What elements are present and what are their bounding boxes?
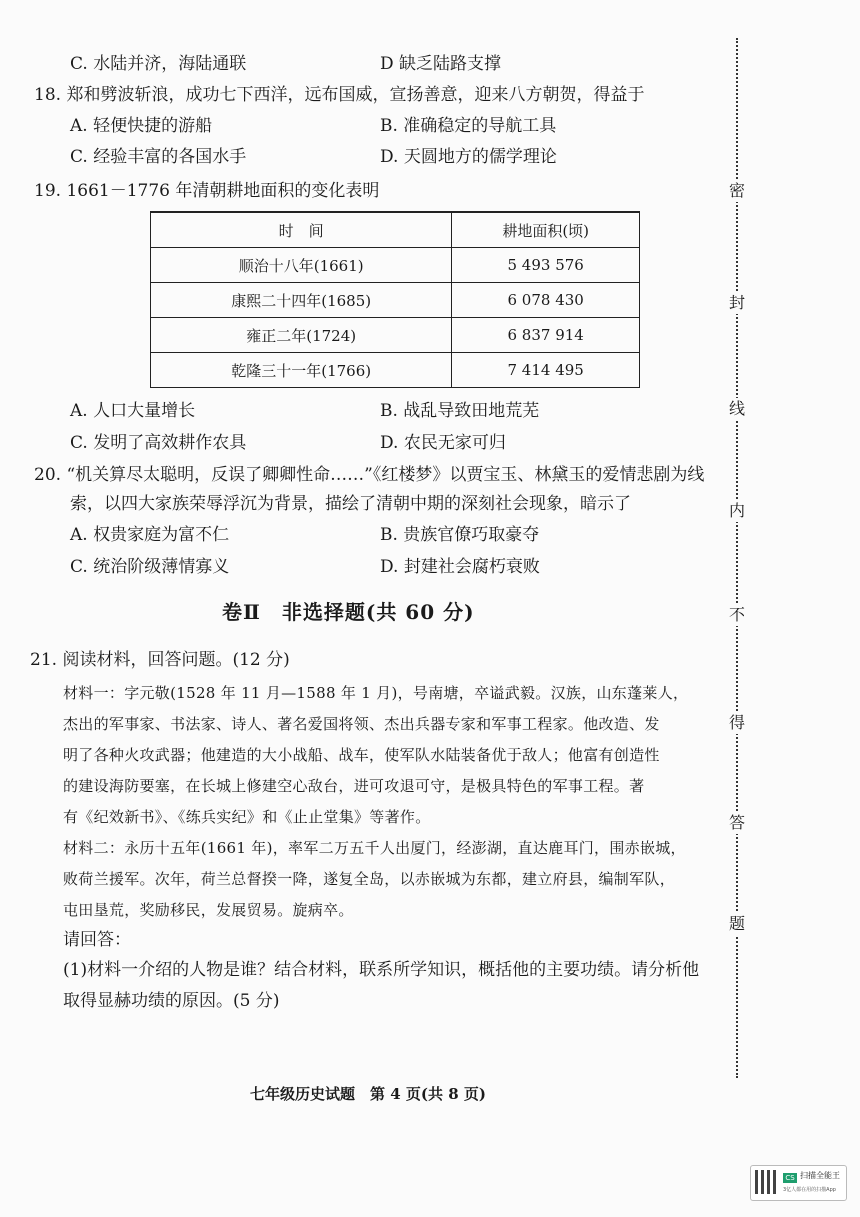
table-cell-period: 顺治十八年(1661) xyxy=(151,248,452,283)
material1-line: 材料一：字元敬(1528 年 11 月—1588 年 1 月)，号南塘，卒谥武毅。汉族，山东蓬莱人， xyxy=(63,684,689,702)
q18-option-d: D. 天圆地方的儒学理论 xyxy=(380,147,557,167)
q21-sub1-line1: (1)材料一介绍的人物是谁？结合材料，联系所学知识，概括他的主要功绩。请分析他 xyxy=(63,960,700,980)
table-cell-area: 5 493 576 xyxy=(452,248,640,283)
binding-char: 题 xyxy=(728,914,745,933)
q18-option-a: A. 轻便快捷的游船 xyxy=(70,116,213,136)
table-header-row xyxy=(151,212,640,248)
q18-option-b: B. 准确稳定的导航工具 xyxy=(380,116,557,136)
section-title: 卷Ⅱ 非选择题(共 60 分) xyxy=(222,600,475,624)
binding-char: 得 xyxy=(728,713,745,732)
table-header-cell: 时 间 xyxy=(151,212,452,248)
answer-prompt: 请回答： xyxy=(63,930,131,950)
material2-line: 材料二：永历十五年(1661 年)，率军二万五千人出厦门，经澎湖，直达鹿耳门，围赤嵌城， xyxy=(63,839,686,857)
q20-stem-line2: 索，以四大家族荣辱浮沉为背景，描绘了清朝中期的深刻社会现象，暗示了 xyxy=(70,494,631,514)
material2-line: 屯田垦荒，奖励移民，发展贸易。旋病卒。 xyxy=(63,901,354,919)
q19-option-c: C. 发明了高效耕作农具 xyxy=(70,433,247,453)
cs-logo-icon: CS xyxy=(783,1173,797,1183)
table-cell-period: 康熙二十四年(1685) xyxy=(151,283,452,318)
table-row xyxy=(151,318,640,353)
q21-sub1-line2: 取得显赫功绩的原因。(5 分) xyxy=(63,991,280,1011)
material2-line: 败荷兰援军。次年，荷兰总督揆一降，遂复全岛，以赤嵌城为东都，建立府县，编制军队， xyxy=(63,870,676,888)
q19-option-d: D. 农民无家可归 xyxy=(380,433,506,453)
table-cell-area: 6 837 914 xyxy=(452,318,640,353)
material1-line: 的建设海防要塞，在长城上修建空心敌台，进可攻退可守，是极具特色的军事工程。著 xyxy=(63,777,645,795)
binding-char: 封 xyxy=(728,293,745,312)
table-cell-area: 7 414 495 xyxy=(452,353,640,388)
cultivated-land-table xyxy=(150,211,640,388)
q18-stem: 18. 郑和劈波斩浪，成功七下西洋，远布国威，宣扬善意，迎来八方朝贺，得益于 xyxy=(34,85,645,105)
q17-option-d: D 缺乏陆路支撑 xyxy=(380,54,502,74)
q17-option-c: C. 水陆并济，海陆通联 xyxy=(70,54,247,74)
scanner-subtitle: 3亿人都在用的扫描App xyxy=(783,1187,836,1193)
material1-line: 明了各种火攻武器；他建造的大小战船、战车，使军队水陆装备优于敌人；他富有创造性 xyxy=(63,746,660,764)
binding-char: 线 xyxy=(728,399,745,418)
table-row xyxy=(151,353,640,388)
binding-char: 内 xyxy=(728,501,745,520)
binding-char: 答 xyxy=(728,813,745,832)
qr-code-icon xyxy=(755,1170,779,1194)
q20-option-b: B. 贵族官僚巧取豪夺 xyxy=(380,525,540,545)
material1-line: 有《纪效新书》、《练兵实纪》和《止止堂集》等著作。 xyxy=(63,808,431,826)
q19-option-a: A. 人口大量增长 xyxy=(70,401,196,421)
q19-stem: 19. 1661－1776 年清朝耕地面积的变化表明 xyxy=(34,181,380,201)
q20-stem-line1: 20. “机关算尽太聪明，反误了卿卿性命……”《红楼梦》以贾宝玉、林黛玉的爱情悲剧为线 xyxy=(34,465,705,485)
table-cell-period: 雍正二年(1724) xyxy=(151,318,452,353)
binding-char: 不 xyxy=(728,605,745,624)
scanner-title: 扫描全能王 xyxy=(800,1171,840,1180)
binding-char: 密 xyxy=(728,181,745,200)
q20-option-c: C. 统治阶级薄情寡义 xyxy=(70,557,230,577)
material1-line: 杰出的军事家、书法家、诗人、著名爱国将领、杰出兵器专家和军事工程家。他改造、发 xyxy=(63,715,660,733)
q20-option-a: A. 权贵家庭为富不仁 xyxy=(70,525,230,545)
scanner-watermark xyxy=(750,1165,847,1201)
table-header-cell: 耕地面积(顷) xyxy=(452,212,640,248)
table-row xyxy=(151,248,640,283)
table-row xyxy=(151,283,640,318)
table-cell-period: 乾隆三十一年(1766) xyxy=(151,353,452,388)
page-footer: 七年级历史试题 第 4 页(共 8 页) xyxy=(250,1085,486,1103)
q18-option-c: C. 经验丰富的各国水手 xyxy=(70,147,247,167)
table-cell-area: 6 078 430 xyxy=(452,283,640,318)
q19-option-b: B. 战乱导致田地荒芜 xyxy=(380,401,540,421)
q20-option-d: D. 封建社会腐朽衰败 xyxy=(380,557,540,577)
q21-stem: 21. 阅读材料，回答问题。(12 分) xyxy=(30,650,290,670)
